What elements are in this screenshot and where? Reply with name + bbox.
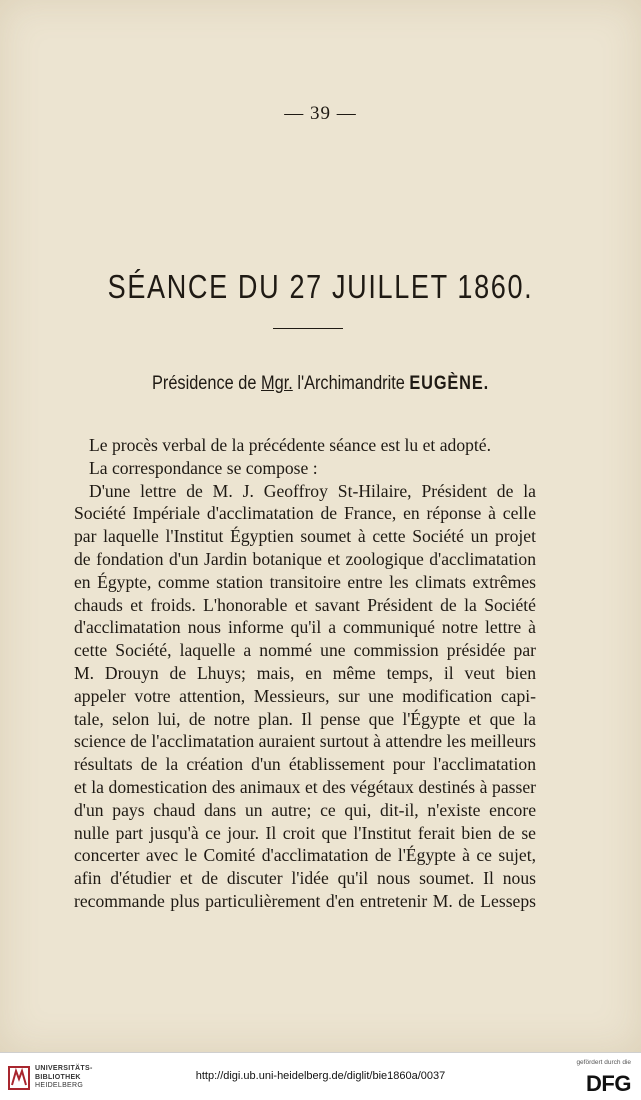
text-line: et la domestication des animaux et des végétaux destinés à passer bbox=[74, 776, 536, 797]
text-line: M. Drouyn de Lhuys; mais, en même temps, il veut bien bbox=[74, 662, 536, 683]
text-line: Société Impériale d'acclimatation de France, en réponse à celle bbox=[74, 503, 536, 524]
text-line: d'un pays chaud dans un autre; ce qui, dit-il, n'existe encore bbox=[74, 799, 536, 820]
dfg-logo: DFG bbox=[586, 1071, 631, 1096]
text-line: afin d'étudier et de discuter l'idée qu'il nous soumet. Il nous bbox=[74, 868, 536, 889]
text-line: recommande plus particulièrement d'en entretenir M. de Lesseps bbox=[74, 890, 536, 911]
text-line: nulle part jusqu'à ce jour. Il croit que l'Institut ferait bien de se bbox=[74, 822, 536, 843]
page-number: — 39 — bbox=[284, 103, 357, 124]
presidence-line bbox=[45, 373, 596, 395]
text-line: en Égypte, comme station transitoire entre les climats extrêmes bbox=[74, 571, 536, 592]
text-line: cette Société, laquelle a nommé une commission présidée par bbox=[74, 640, 536, 661]
library-name-line: HEIDELBERG bbox=[35, 1082, 84, 1089]
text-line: par laquelle l'Institut Égyptien soumet à cette Société un projet bbox=[74, 526, 536, 547]
title-divider bbox=[273, 328, 343, 329]
text-line: appeler votre attention, Messieurs, sur une modification capi- bbox=[74, 685, 536, 706]
text-line: D'une lettre de M. J. Geoffroy St-Hilaire, Président de la bbox=[89, 480, 536, 501]
text-line: résultats de la création d'un établissement pour l'acclimatation bbox=[74, 754, 536, 775]
library-name-line: BIBLIOTHEK bbox=[35, 1073, 81, 1081]
presidence-middle: l'Archimandrite bbox=[292, 373, 410, 394]
source-url-link[interactable]: http://digi.ub.uni-heidelberg.de/diglit/bie1860a/0037 bbox=[195, 1070, 446, 1082]
presidence-prefix: Présidence de bbox=[151, 373, 261, 394]
funding-note: gefördert durch die bbox=[576, 1059, 631, 1066]
text-line: La correspondance se compose : bbox=[89, 457, 318, 478]
footer-bar bbox=[0, 1052, 641, 1100]
text-line: de fondation d'un Jardin botanique et zoologique d'acclimatation bbox=[74, 548, 536, 569]
text-line: chauds et froids. L'honorable et savant Président de la Société bbox=[74, 594, 536, 615]
text-line: Le procès verbal de la précédente séance est lu et adopté. bbox=[89, 435, 492, 455]
presidence-name: EUGÈNE. bbox=[409, 373, 489, 394]
text-line: d'acclimatation nous informe qu'il a communiqué notre lettre à bbox=[74, 617, 536, 638]
text-line: concerter avec le Comité d'acclimatation de l'Égypte à ce sujet, bbox=[74, 845, 536, 866]
text-line: tale, selon lui, de notre plan. Il pense que l'Égypte et que la bbox=[74, 708, 536, 729]
body-text bbox=[74, 434, 536, 913]
library-name-line: UNIVERSITÄTS- bbox=[35, 1065, 93, 1072]
text-line: science de l'acclimatation auraient surtout à attendre les meilleurs bbox=[74, 731, 536, 752]
page-title: SÉANCE DU 27 JUILLET 1860. bbox=[107, 268, 534, 305]
presidence-abbr: Mgr. bbox=[260, 373, 293, 394]
